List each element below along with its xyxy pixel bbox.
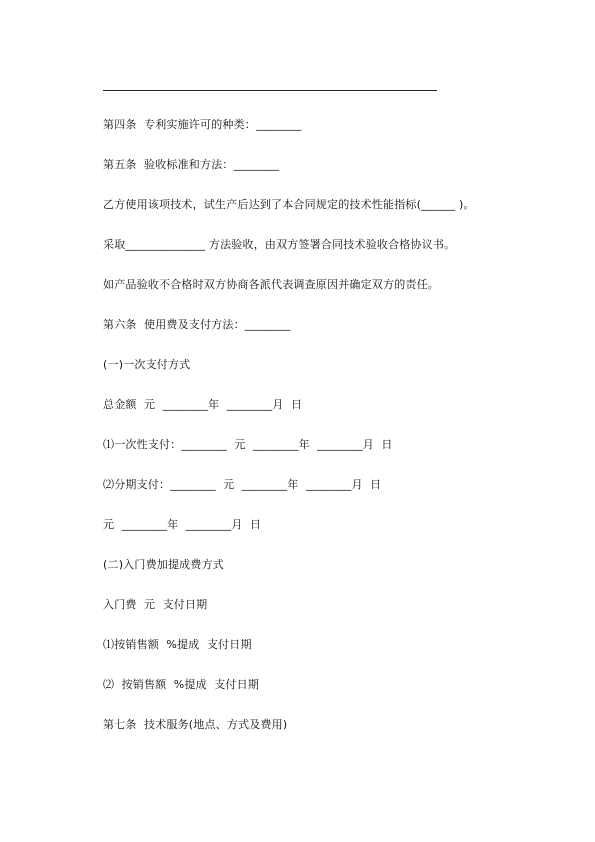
top-blank-line	[103, 90, 437, 91]
acceptance-failure-clause: 如产品验收不合格时双方协商各派代表调查原因并确定双方的责任。	[103, 278, 439, 291]
entry-fee-royalty-heading: (二)入门费加提成费方式	[103, 558, 224, 571]
article-7-technical-service: 第七条 技术服务(地点、方式及费用)	[103, 718, 288, 731]
installment-payment-line: ⑵分期支付：________ 元 ________年 ________月 日	[103, 478, 382, 491]
installment-continuation-line: 元 ________年 ________月 日	[103, 518, 262, 531]
total-amount-line: 总金额 元 ________年 ________月 日	[103, 398, 303, 411]
article-4-license-type: 第四条 专利实施许可的种类：________	[103, 118, 302, 131]
one-time-payment-line: ⑴一次性支付：________ 元 ________年 ________月 日	[103, 438, 393, 451]
entry-fee-line: 入门费 元 支付日期	[103, 598, 208, 611]
royalty-by-sales-line-1: ⑴按销售额 %提成 支付日期	[103, 638, 252, 651]
article-6-fee-payment: 第六条 使用费及支付方法：________	[103, 318, 291, 331]
royalty-by-sales-line-2: ⑵ 按销售额 %提成 支付日期	[103, 678, 260, 691]
acceptance-method-clause: 采取______________ 方法验收，由双方签署合同技术验收合格协议书。	[103, 238, 456, 251]
performance-indicator-clause: 乙方使用该项技术，试生产后达到了本合同规定的技术性能指标(______ )。	[103, 198, 475, 211]
lump-sum-payment-heading: (一)一次支付方式	[103, 358, 191, 371]
article-5-acceptance-standard: 第五条 验收标准和方法：________	[103, 158, 280, 171]
